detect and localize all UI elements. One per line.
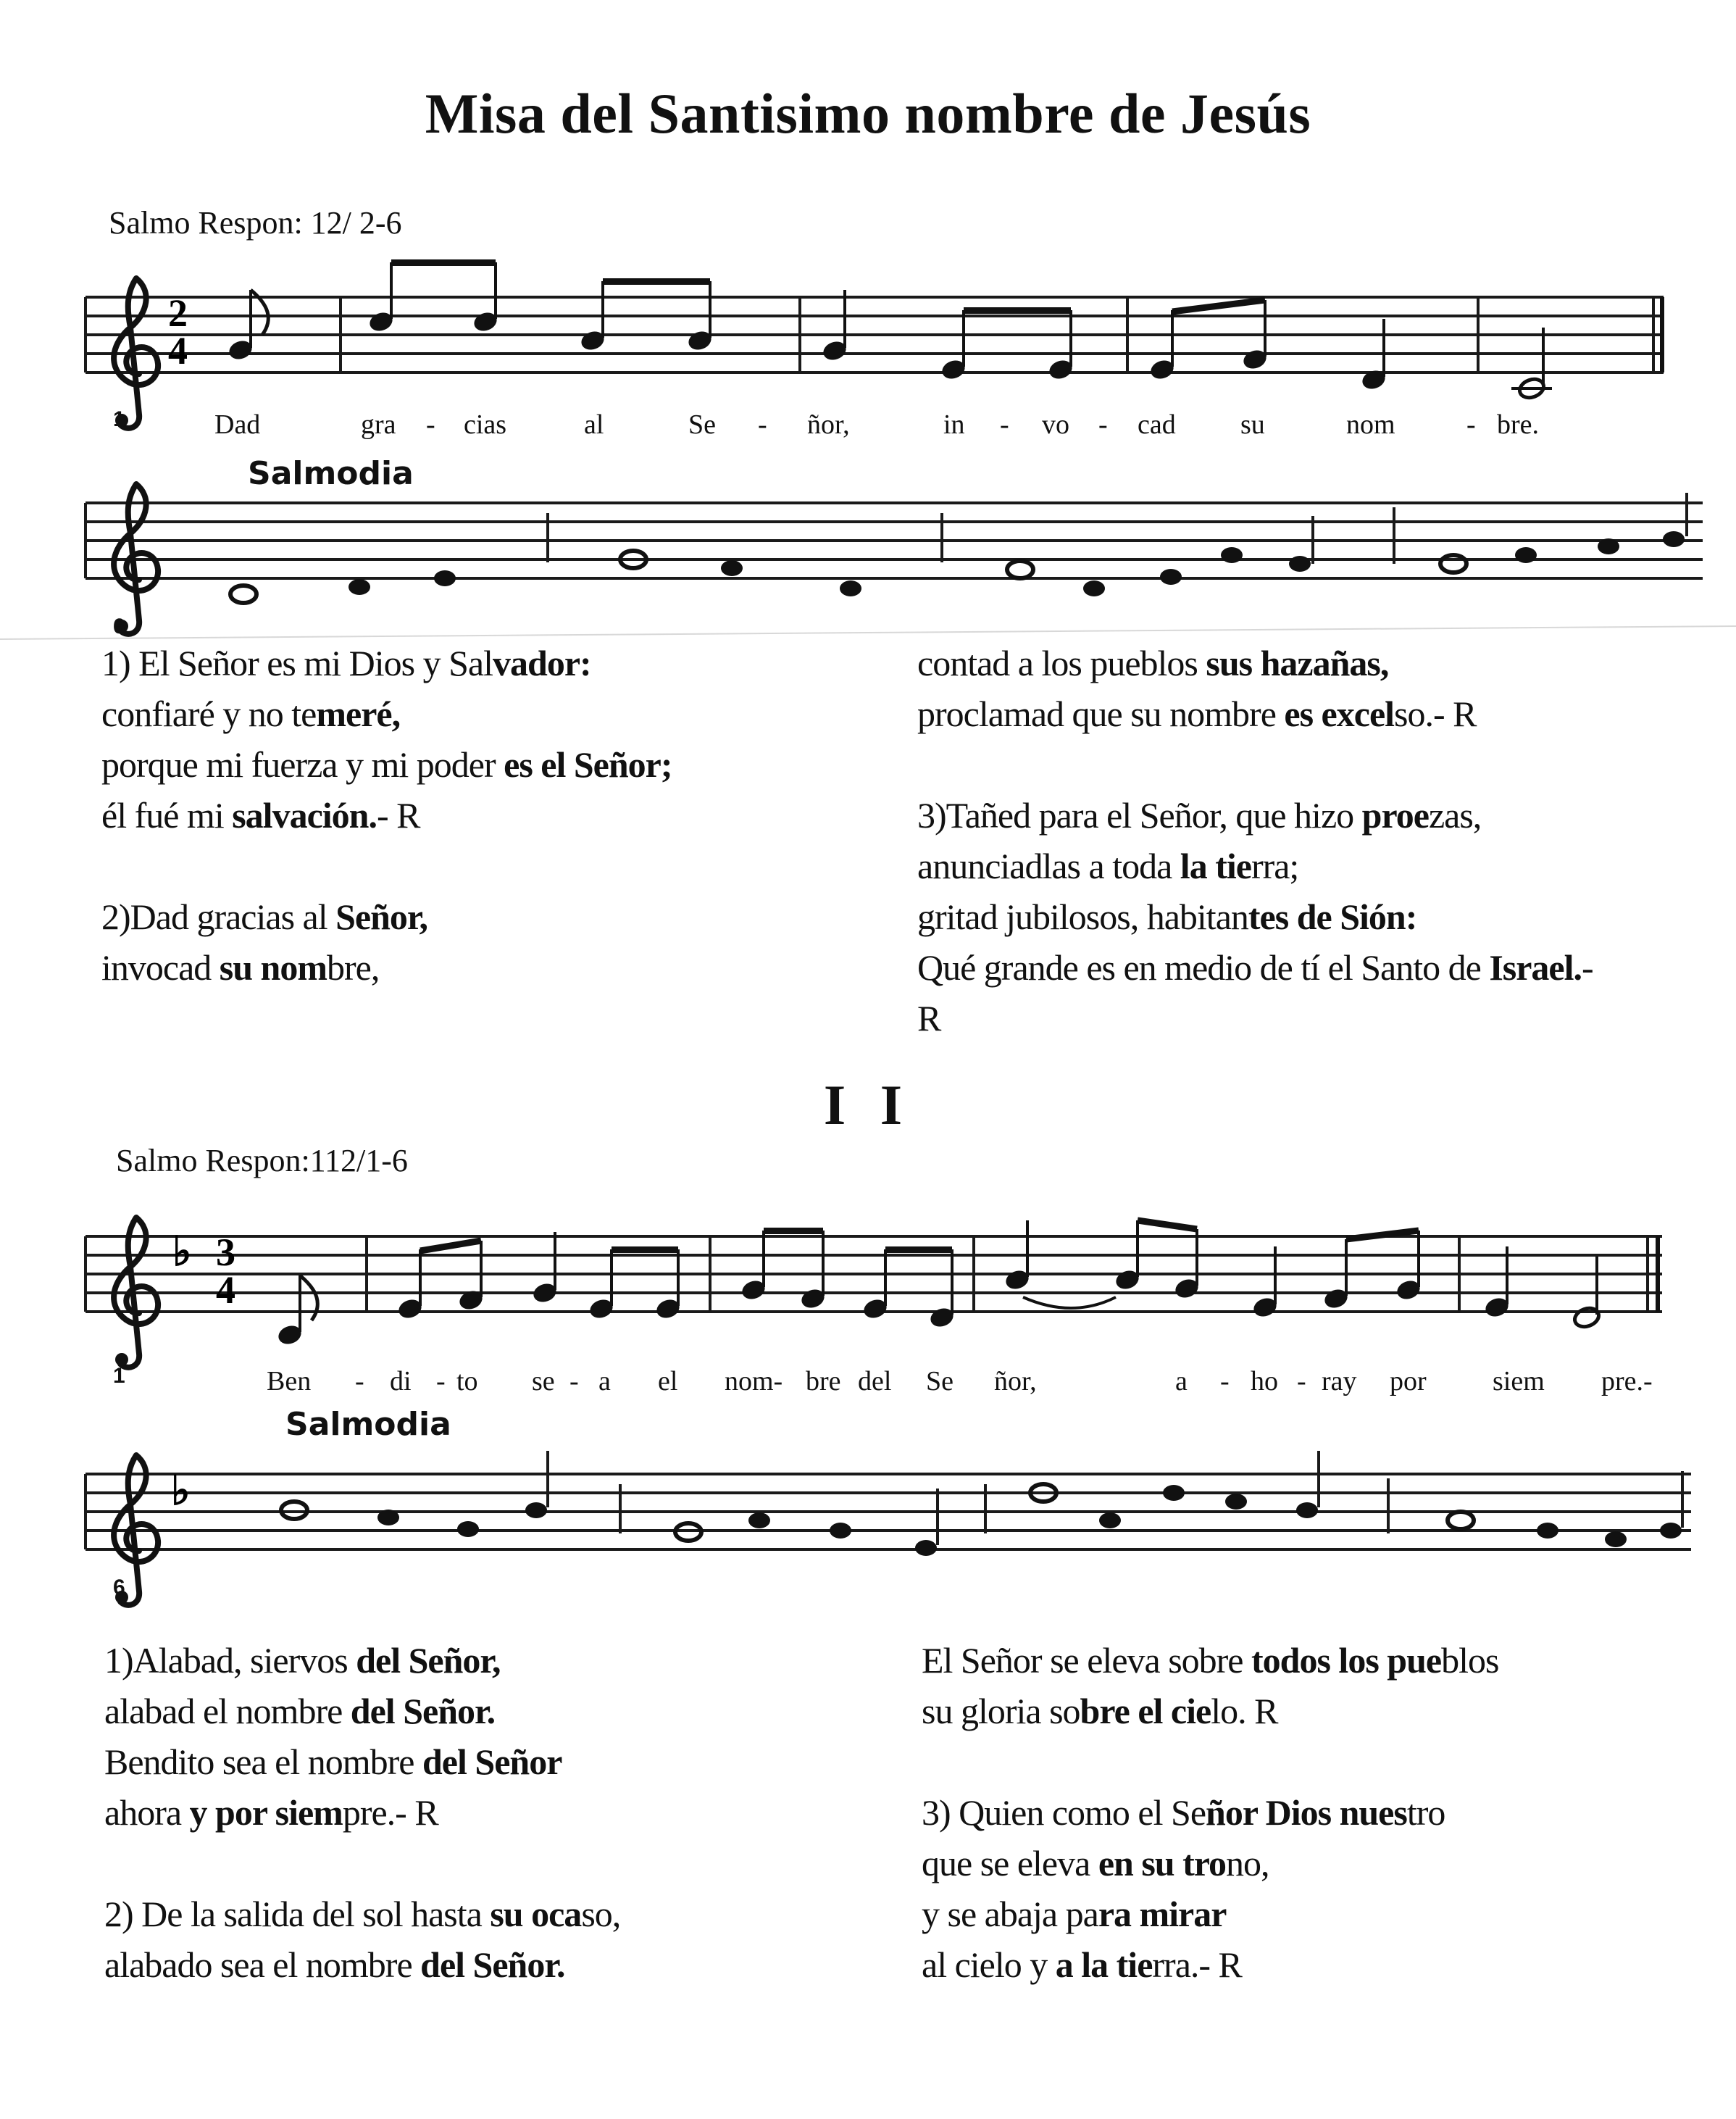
measure-number: 6 [113,1575,125,1599]
lyrics-2 [267,1366,1653,1396]
lyric-syllable: - [1297,1366,1306,1396]
flat-icon: ♭ [172,1230,192,1275]
verse-segment: es excel [1284,694,1395,734]
verse-segment: rra; [1251,846,1299,886]
note [1605,1531,1627,1547]
verse-segment: que se eleva [922,1843,1098,1883]
verse-segment: confiaré y no te [101,694,317,734]
lyric-syllable: el [658,1366,678,1396]
measure-number: 1 [113,1364,125,1388]
verse-segment: bre, [327,947,380,988]
whole-note [1007,561,1033,578]
lyric-syllable: ñor, [994,1366,1037,1396]
note [1163,1485,1185,1501]
verse-gap [104,1838,620,1889]
salmodia-label: Salmodia [248,455,414,492]
lyric-syllable: bre [806,1366,841,1396]
verse-line [101,942,672,993]
lyric-syllable: bre. [1497,409,1540,440]
lyric-syllable: - [1220,1366,1230,1396]
lyric-syllable: gra [361,409,396,440]
verse-line [917,993,1593,1044]
staff-2 [85,455,1703,638]
note [1083,580,1105,596]
note [1225,1494,1247,1510]
whole-note [1440,555,1466,573]
note [227,290,268,362]
verse-line [922,1939,1498,1990]
lyric-syllable: - [569,1366,579,1396]
verse-line [101,891,672,942]
verse-segment: 2)Dad gracias al [101,896,336,937]
verse-segment: anunciadlas a toda [917,846,1180,886]
staff-1-lines [85,297,1664,372]
lyric-syllable: Dad [214,409,261,440]
verse-segment: ra mirar [1098,1894,1227,1934]
note [1160,569,1182,585]
salmodia-label: Salmodia [285,1406,451,1443]
lyric-syllable: su [1240,409,1265,440]
verse-segment: al cielo y [922,1944,1056,1985]
verses-right-1 [917,638,1593,1044]
verse-segment: alabad el nombre [104,1691,351,1731]
lyric-syllable: in [943,409,965,440]
note [349,579,370,595]
verse-segment: del Señor. [420,1944,565,1985]
verse-segment: Señor, [335,896,428,937]
verse-line [922,1889,1498,1939]
verse-segment: él fué mi [101,795,233,836]
note-group [396,1232,682,1321]
verse-segment: del Señor. [350,1691,496,1731]
verse-line [917,790,1593,841]
measure-number: 6 [113,615,125,638]
note [377,1510,399,1525]
verse-segment: sus hazañas, [1206,643,1389,683]
verse-segment: invocad [101,947,220,988]
note-group [740,1228,956,1330]
verse-segment: su gloria so [922,1691,1080,1731]
verse-segment: El Señor se eleva sobre [922,1640,1252,1681]
verse-line [104,1635,620,1686]
whole-note [1448,1512,1474,1529]
verse-gap [922,1736,1498,1787]
note [1296,1502,1318,1518]
lyric-syllable: - [426,409,435,440]
lyric-syllable: - [1098,409,1108,440]
verse-line [101,688,672,739]
lyric-syllable: - [436,1366,446,1396]
note-group [1483,1246,1601,1330]
lyric-syllable: a [598,1366,611,1396]
verse-line [922,1635,1498,1686]
note [1099,1512,1121,1528]
verse-segment: Israel. [1489,947,1582,988]
verse-line [917,688,1593,739]
verse-segment: es el Señor; [504,744,672,785]
verse-segment: - R [376,795,420,836]
lyric-syllable: di [390,1366,412,1396]
lyric-syllable: a [1175,1366,1188,1396]
verse-segment: alabado sea el nombre [104,1944,421,1985]
note [1598,538,1619,554]
verse-line [101,790,672,841]
verse-segment: del Señor, [356,1640,501,1681]
lyric-syllable: to [456,1366,478,1396]
salmo-reference-2: Salmo Respon:112/1-6 [116,1143,408,1178]
verse-segment: su oca [490,1894,582,1934]
lyric-syllable: se [532,1366,555,1396]
verse-segment: meré, [316,694,401,734]
note [840,580,861,596]
lyric-syllable: - [1000,409,1009,440]
verse-segment: so, [581,1894,621,1934]
lyric-syllable: nom- [725,1366,783,1396]
verse-line [104,1787,620,1838]
lyric-syllable: ho [1251,1366,1278,1396]
verse-gap [917,739,1593,790]
verse-segment: so.- R [1394,694,1477,734]
verse-line [917,942,1593,993]
note [1515,547,1537,563]
lyric-syllable: Ben [267,1366,312,1396]
lyric-syllable: del [858,1366,892,1396]
verse-segment: 3) Quien como el Se [922,1792,1206,1833]
verse-segment: bre el cie [1080,1691,1211,1731]
half-note [1511,328,1552,401]
staff-3 [85,1217,1662,1388]
verse-line [917,841,1593,891]
verse-segment: Bendito sea el nombre [104,1741,422,1782]
lyric-syllable: ray [1322,1366,1357,1396]
note [1289,556,1311,572]
verse-segment: blos [1441,1640,1499,1681]
note [457,1521,479,1537]
lyric-syllable: al [584,409,604,440]
whole-note [230,586,256,603]
verse-segment: ñor Dios nues [1206,1792,1407,1833]
note-group [367,259,714,353]
verse-line [104,1889,620,1939]
verse-segment: a la tie [1055,1944,1153,1985]
verse-segment: 1) El Señor es mi Dios y Sal [101,643,493,683]
verse-segment: 2) De la salida del sol hasta [104,1894,491,1934]
staff-4 [85,1406,1691,1605]
lyric-syllable: nom [1346,409,1395,440]
note [1537,1523,1558,1539]
salmo-reference-1: Salmo Respon: 12/ 2-6 [109,205,402,241]
verse-segment: proclamad que su nombre [917,694,1285,734]
staff-1 [85,259,1664,431]
note [1221,547,1243,563]
verse-line [104,1736,620,1787]
verse-segment: tro [1406,1792,1445,1833]
verse-segment: no, [1226,1843,1269,1883]
note [525,1502,547,1518]
time-signature-bottom: 4 [216,1268,235,1312]
verse-segment: tes de Sión: [1248,896,1417,937]
verse-segment: la tie [1180,846,1251,886]
verse-segment: y por siem [189,1792,343,1833]
verse-segment: vador: [493,643,591,683]
verse-segment: porque mi fuerza y mi poder [101,744,504,785]
verse-segment: gritad jubilosos, habitan [917,896,1248,937]
time-signature-top: 2 [168,291,188,335]
page-title: Misa del Santisimo nombre de Jesús [425,82,1311,145]
verse-segment: rra.- R [1152,1944,1242,1985]
verse-segment: salvación. [232,795,377,836]
time-signature-bottom: 4 [168,329,188,372]
lyric-syllable: siem [1493,1366,1545,1396]
lyric-syllable: pre.- [1601,1366,1653,1396]
flat-icon: ♭ [171,1469,191,1514]
verse-segment: en su tro [1098,1843,1227,1883]
lyric-syllable: - [355,1366,364,1396]
verse-segment: 3)Tañed para el Señor, que hizo [917,795,1362,836]
verses-left-2 [104,1635,620,1990]
lyric-syllable: - [1466,409,1476,440]
note [1663,531,1685,547]
note [1660,1523,1682,1539]
verses-right-2 [922,1635,1498,1990]
verse-segment: lo. R [1211,1691,1278,1731]
verse-line [922,1686,1498,1736]
verse-segment: y se abaja pa [922,1894,1098,1934]
verse-segment: todos los pue [1251,1640,1442,1681]
note [748,1512,770,1528]
note [830,1523,851,1539]
verse-line [922,1787,1498,1838]
verse-line [101,638,672,688]
verse-segment: Qué grande es en medio de tí el Santo de [917,947,1490,988]
verse-segment: del Señor [422,1741,562,1782]
lyric-syllable: Se [926,1366,953,1396]
time-signature-top: 3 [216,1231,235,1274]
note [434,570,456,586]
verse-segment: proe [1361,795,1429,836]
note-group [1148,300,1387,392]
verse-gap [101,841,672,891]
verse-segment: ahora [104,1792,190,1833]
verse-line [104,1686,620,1736]
verse-segment: 1)Alabad, siervos [104,1640,356,1681]
section-numeral: I I [823,1073,913,1136]
verses-left-1 [101,638,672,993]
verse-segment: - [1582,947,1593,988]
lyrics-1 [214,409,1539,440]
lyric-syllable: cias [464,409,507,440]
verse-segment: R [917,998,941,1038]
verse-segment: contad a los pueblos [917,643,1206,683]
verse-segment: su nom [219,947,327,988]
verse-segment: zas, [1428,795,1482,836]
measure-number: 1 [113,407,125,431]
verse-line [917,891,1593,942]
verse-line [104,1939,620,1990]
verse-line [917,638,1593,688]
note [915,1540,937,1556]
lyric-syllable: Se [688,409,716,440]
lyric-syllable: cad [1138,409,1176,440]
lyric-syllable: vo [1042,409,1069,440]
lyric-syllable: por [1390,1366,1427,1396]
lyric-syllable: - [758,409,767,440]
verse-line [922,1838,1498,1889]
verse-segment: pre.- R [342,1792,438,1833]
note [721,560,743,576]
verse-line [101,739,672,790]
lyric-syllable: ñor, [807,409,850,440]
